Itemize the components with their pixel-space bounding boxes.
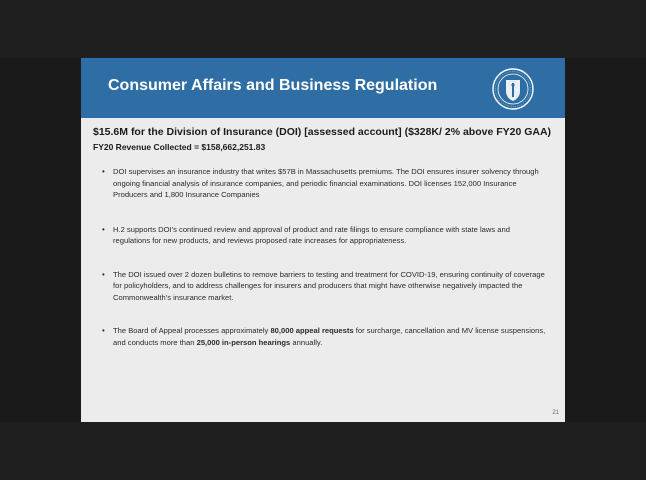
slide-page-number: 21 — [552, 410, 559, 416]
slide-headline: $15.6M for the Division of Insurance (DOI) [assessed account] ($328K/ 2% above FY20 GAA) — [93, 126, 552, 138]
presentation-slide — [81, 58, 565, 422]
bullet-marker: • — [102, 326, 105, 335]
bullet-item — [93, 325, 553, 348]
bullet-text: H.2 supports DOI's continued review and approval of product and rate filings to ensure compliance with state laws and regulations for new products, and reviews proposed rate increases for appropriateness. — [113, 224, 510, 245]
bullet-item — [93, 269, 553, 304]
bullet-marker: • — [102, 167, 105, 176]
bullet-text — [113, 326, 545, 347]
slide-header — [81, 58, 565, 118]
bullet-text-part: annually. — [290, 337, 323, 347]
video-letterbox-bottom — [0, 422, 646, 480]
revenue-collected: FY20 Revenue Collected = $158,662,251.83 — [93, 142, 266, 152]
hearings-emphasis: 25,000 in-person hearings — [196, 337, 291, 347]
bullet-item — [93, 166, 553, 201]
bullet-text: The DOI issued over 2 dozen bulletins to remove barriers to testing and treatment for COVID-19, ensuring continuity of coverage for policyholders, and to address challenges for insurers and producers that might have otherwise negatively impacted the Commonwealth's insurance market. — [113, 269, 545, 302]
bullet-marker: • — [102, 269, 105, 279]
video-letterbox-top — [0, 0, 646, 58]
bullet-item — [93, 224, 553, 247]
bullet-text-part: for surcharge, cancellation and MV license suspensions, and conducts more than — [113, 326, 546, 347]
bullet-list — [93, 166, 553, 348]
appeal-requests-emphasis: 80,000 appeal requests — [270, 326, 354, 335]
bullet-text: DOI supervises an insurance industry that writes $57B in Massachusetts premiums. The DOI ensures insurer solvency through ongoing financial analysis of insurance companies, and periodic financial examinations. DOI licenses 152,000 Insurance Producers and 1,800 Insurance Companies — [113, 167, 539, 199]
slide-content — [93, 126, 553, 348]
slide-title: Consumer Affairs and Business Regulation — [108, 77, 438, 94]
bullet-marker: • — [102, 224, 105, 234]
bullet-text-part: The Board of Appeal processes approximately — [113, 326, 271, 335]
massachusetts-seal-icon — [491, 67, 535, 111]
